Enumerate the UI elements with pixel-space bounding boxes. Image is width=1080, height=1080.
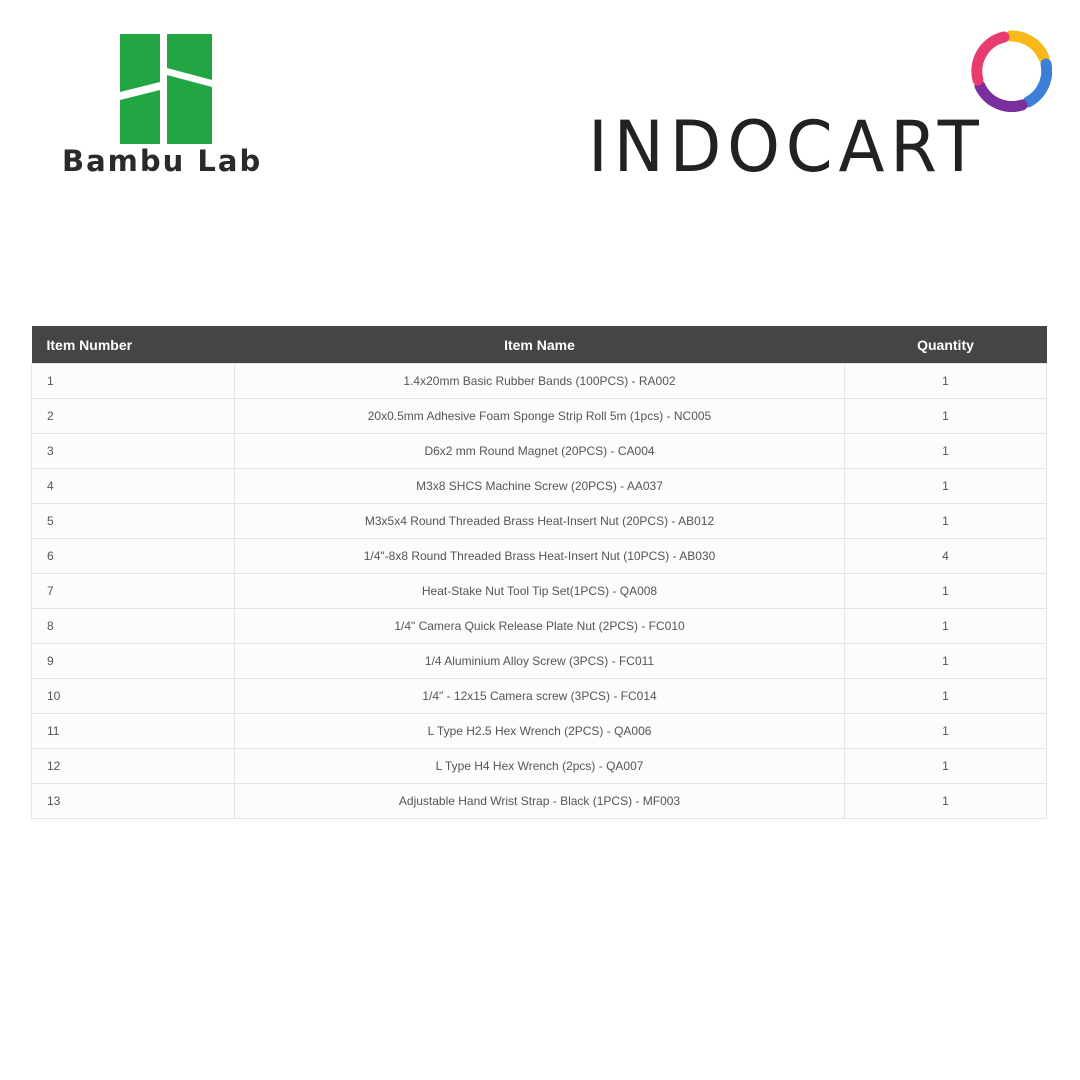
cell-item-name: Heat-Stake Nut Tool Tip Set(1PCS) - QA008 [235, 574, 845, 609]
cell-item-name: D6x2 mm Round Magnet (20PCS) - CA004 [235, 434, 845, 469]
cell-quantity: 4 [845, 539, 1047, 574]
cell-item-name: 1.4x20mm Basic Rubber Bands (100PCS) - RA002 [235, 364, 845, 399]
cell-item-name: M3x8 SHCS Machine Screw (20PCS) - AA037 [235, 469, 845, 504]
table-row [32, 784, 1047, 819]
indocart-logo [588, 30, 1058, 188]
cell-quantity: 1 [845, 609, 1047, 644]
cell-item-name: L Type H4 Hex Wrench (2pcs) - QA007 [235, 749, 845, 784]
table-row [32, 364, 1047, 399]
cell-item-number: 3 [32, 434, 235, 469]
cell-item-number: 13 [32, 784, 235, 819]
cell-quantity: 1 [845, 574, 1047, 609]
cell-item-number: 7 [32, 574, 235, 609]
table-row [32, 504, 1047, 539]
cell-item-number: 9 [32, 644, 235, 679]
table-row [32, 539, 1047, 574]
indocart-wordmark: INDOCART [588, 106, 985, 188]
header-quantity: Quantity [845, 326, 1047, 364]
cell-quantity: 1 [845, 469, 1047, 504]
cell-quantity: 1 [845, 504, 1047, 539]
cell-item-name: 1/4" Camera Quick Release Plate Nut (2PCS) - FC010 [235, 609, 845, 644]
cell-item-name: L Type H2.5 Hex Wrench (2PCS) - QA006 [235, 714, 845, 749]
cell-item-name: 1/4"-8x8 Round Threaded Brass Heat-Insert Nut (10PCS) - AB030 [235, 539, 845, 574]
table-header-row [32, 326, 1047, 364]
cell-quantity: 1 [845, 749, 1047, 784]
cell-item-number: 1 [32, 364, 235, 399]
cell-item-name: M3x5x4 Round Threaded Brass Heat-Insert Nut (20PCS) - AB012 [235, 504, 845, 539]
cell-item-number: 4 [32, 469, 235, 504]
cell-item-number: 10 [32, 679, 235, 714]
cell-quantity: 1 [845, 364, 1047, 399]
table-row [32, 644, 1047, 679]
cell-quantity: 1 [845, 679, 1047, 714]
cell-item-number: 12 [32, 749, 235, 784]
cell-quantity: 1 [845, 399, 1047, 434]
cell-quantity: 1 [845, 434, 1047, 469]
header-item-number: Item Number [32, 326, 235, 364]
cell-item-name: 1/4" - 12x15 Camera screw (3PCS) - FC014 [235, 679, 845, 714]
cell-item-number: 11 [32, 714, 235, 749]
cell-quantity: 1 [845, 784, 1047, 819]
parts-list-table [31, 326, 1047, 819]
cell-item-number: 6 [32, 539, 235, 574]
bambu-lab-logo [62, 32, 272, 182]
table-row [32, 574, 1047, 609]
cell-quantity: 1 [845, 644, 1047, 679]
table-row [32, 434, 1047, 469]
cell-item-number: 8 [32, 609, 235, 644]
cell-quantity: 1 [845, 714, 1047, 749]
table-row [32, 749, 1047, 784]
cell-item-name: Adjustable Hand Wrist Strap - Black (1PCS) - MF003 [235, 784, 845, 819]
table-row [32, 399, 1047, 434]
cell-item-name: 20x0.5mm Adhesive Foam Sponge Strip Roll 5m (1pcs) - NC005 [235, 399, 845, 434]
bambu-lab-wordmark: Bambu Lab [62, 144, 263, 178]
table-row [32, 714, 1047, 749]
bambu-lab-mark-icon [120, 34, 212, 144]
cell-item-number: 2 [32, 399, 235, 434]
cell-item-number: 5 [32, 504, 235, 539]
indocart-ring-icon [970, 30, 1052, 112]
table-row [32, 609, 1047, 644]
cell-item-name: 1/4 Aluminium Alloy Screw (3PCS) - FC011 [235, 644, 845, 679]
table-row [32, 469, 1047, 504]
table-row [32, 679, 1047, 714]
header-item-name: Item Name [235, 326, 845, 364]
